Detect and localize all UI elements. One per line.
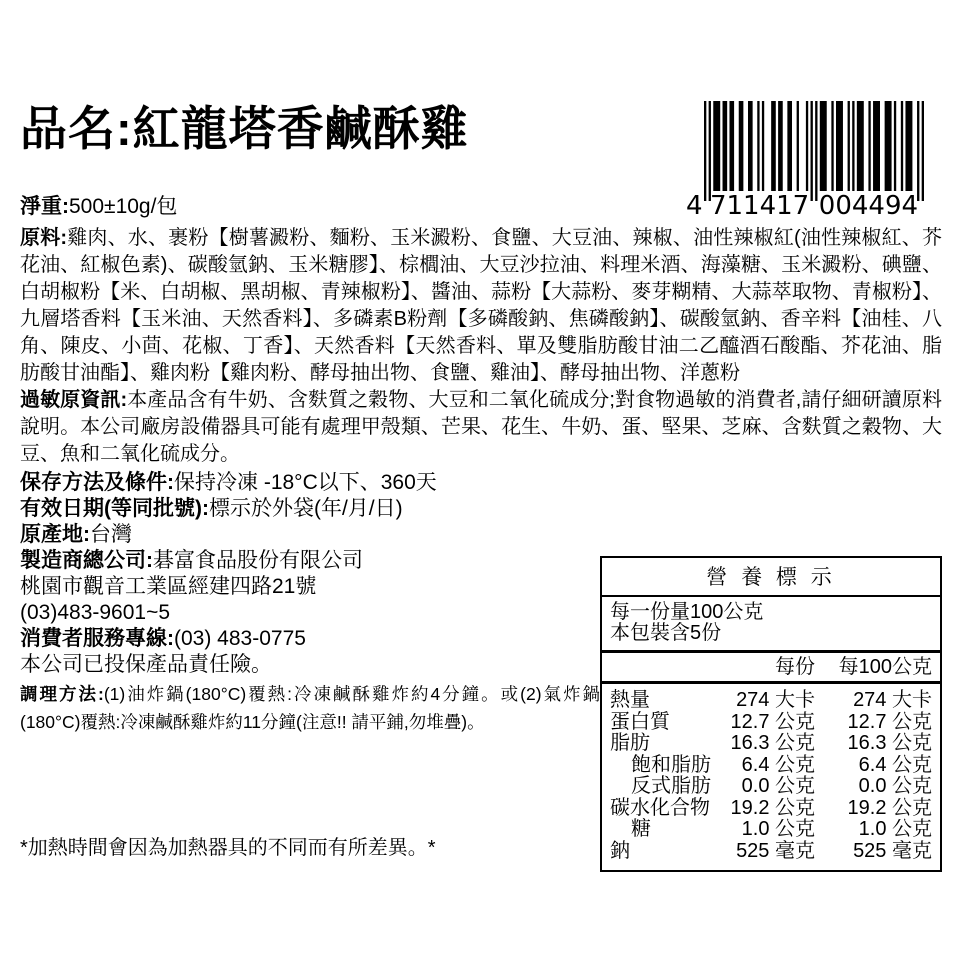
info-line-text: 台灣 <box>90 523 132 546</box>
nutrient-name: 反式脂肪 <box>631 775 711 797</box>
nutrient-name: 鈉 <box>610 839 630 862</box>
info-line-label: 有效日期(等同批號): <box>20 497 209 520</box>
barcode-digits-left: 711417 <box>709 191 810 217</box>
allergen-paragraph <box>20 387 942 468</box>
nutrient-per-serving: 19.2 公克 <box>730 796 815 819</box>
nutrition-row <box>610 819 932 841</box>
nutrition-row <box>610 733 932 755</box>
nutrient-per-serving: 525 毫克 <box>736 839 815 862</box>
allergen-label: 過敏原資訊: <box>20 389 128 411</box>
nutrient-per-serving: 12.7 公克 <box>730 710 815 733</box>
nutrition-row <box>610 755 932 777</box>
ingredients-label: 原料: <box>20 227 68 249</box>
ingredients-text: 雞肉、水、裹粉【樹薯澱粉、麵粉、玉米澱粉、食鹽、大豆油、辣椒、油性辣椒紅(油性辣椒紅、芥花油、紅椒色素)、碳酸氫鈉、玉米糖膠】、棕櫚油、大豆沙拉油、料理米酒、海藻糖、玉米澱粉、碘鹽、白胡椒粉【米、白胡椒、黑胡椒、青辣椒粉】、醬油、蒜粉【大蒜粉、麥芽糊精、大蒜萃取物、青椒粉】、九層塔香料【玉米油、天然香料】、多磷素B粉劑【多磷酸鈉、焦磷酸鈉】、碳酸氫鈉、香辛料【油桂、八角、陳皮、小茴、花椒、丁香】、天然香料【天然香料、單及雙脂肪酸甘油二乙醯酒石酸酯、芥花油、脂肪酸甘油酯】、雞肉粉【雞肉粉、酵母抽出物、食鹽、雞油】、酵母抽出物、洋蔥粉 <box>20 227 942 384</box>
cooking-text: (1)油炸鍋(180°C)覆熱:冷凍鹹酥雞炸約4分鐘。或(2)氣炸鍋(180°C)覆熱:冷凍鹹酥雞炸約11分鐘(注意!! 請平鋪,勿堆疊)。 <box>20 684 601 732</box>
nutrient-per-100g: 274 大卡 <box>853 689 932 711</box>
net-weight-label: 淨重: <box>20 195 69 218</box>
info-line-label: 保存方法及條件: <box>20 471 174 494</box>
nutrition-row <box>610 841 932 863</box>
nutrient-per-serving: 0.0 公克 <box>741 775 815 797</box>
barcode-digit-first: 4 <box>686 191 703 217</box>
info-line <box>20 470 942 496</box>
nutrient-per-100g: 1.0 公克 <box>858 818 932 840</box>
info-line-label: 消費者服務專線: <box>20 627 174 650</box>
nutrient-per-100g: 6.4 公克 <box>858 753 932 776</box>
info-line-text: 本公司已投保產品責任險。 <box>20 653 272 676</box>
nutrient-per-serving: 6.4 公克 <box>741 753 815 776</box>
nutrition-col-headers <box>602 653 940 684</box>
nutrient-name: 蛋白質 <box>610 710 670 733</box>
nutrient-per-100g: 0.0 公克 <box>858 775 932 797</box>
info-line-text: (03) 483-0775 <box>174 627 306 650</box>
info-line-text: (03)483-9601~5 <box>20 601 171 624</box>
net-weight-value: 500±10g/包 <box>69 195 178 218</box>
col-header-per-100g: 每100公克 <box>838 656 932 678</box>
info-line-text: 保持冷凍 -18°C以下、360天 <box>174 471 437 494</box>
nutrient-name: 糖 <box>631 818 651 840</box>
info-line-text: 碁富食品股份有限公司 <box>153 549 363 572</box>
nutrient-per-100g: 16.3 公克 <box>847 732 932 754</box>
nutrient-per-100g: 12.7 公克 <box>847 710 932 733</box>
info-line-label: 製造商總公司: <box>20 549 153 572</box>
nutrient-per-100g: 19.2 公克 <box>847 796 932 819</box>
nutrient-name: 碳水化合物 <box>610 796 710 819</box>
servings-per-pack-line: 本包裝含5份 <box>610 622 722 644</box>
info-line-text: 標示於外袋(年/月/日) <box>208 497 403 520</box>
nutrient-name: 脂肪 <box>610 732 650 754</box>
serving-size-line: 每一份量100公克 <box>610 601 764 623</box>
col-header-per-serving: 每份 <box>775 656 815 678</box>
nutrition-title: 營 養 標 示 <box>602 558 940 597</box>
page-title: 品名:紅龍塔香鹹酥雞 <box>20 102 469 155</box>
info-line <box>20 522 942 548</box>
info-line-label: 原產地: <box>20 523 90 546</box>
nutrition-row <box>610 776 932 798</box>
allergen-text: 本產品含有牛奶、含麩質之穀物、大豆和二氧化硫成分;對食物過敏的消費者,請仔細研讀原料說明。本公司廠房設備器具可能有處理甲殼類、芒果、花生、牛奶、蛋、堅果、芝麻、含麩質之穀物、大豆、魚和二氧化硫成分。 <box>20 389 942 465</box>
nutrition-body <box>602 684 940 870</box>
info-line <box>20 496 942 522</box>
nutrient-name: 熱量 <box>610 689 650 711</box>
cooking-instructions <box>20 680 600 736</box>
nutrient-per-100g: 525 毫克 <box>853 839 932 862</box>
serving-info <box>602 597 940 653</box>
nutrient-per-serving: 1.0 公克 <box>741 818 815 840</box>
nutrient-per-serving: 16.3 公克 <box>730 732 815 754</box>
nutrition-table <box>600 556 942 872</box>
net-weight <box>20 193 942 220</box>
nutrition-row <box>610 690 932 712</box>
nutrient-name: 飽和脂肪 <box>631 753 711 776</box>
info-line-text: 桃園市觀音工業區經建四路21號 <box>20 575 317 598</box>
nutrition-row <box>610 798 932 820</box>
barcode-digits-right: 004494 <box>818 191 919 217</box>
ingredients-paragraph <box>20 225 942 387</box>
nutrient-per-serving: 274 大卡 <box>736 689 815 711</box>
heating-footnote: *加熱時間會因為加熱器具的不同而有所差異。* <box>20 837 436 859</box>
cooking-label: 調理方法: <box>20 684 104 704</box>
nutrition-row <box>610 712 932 734</box>
